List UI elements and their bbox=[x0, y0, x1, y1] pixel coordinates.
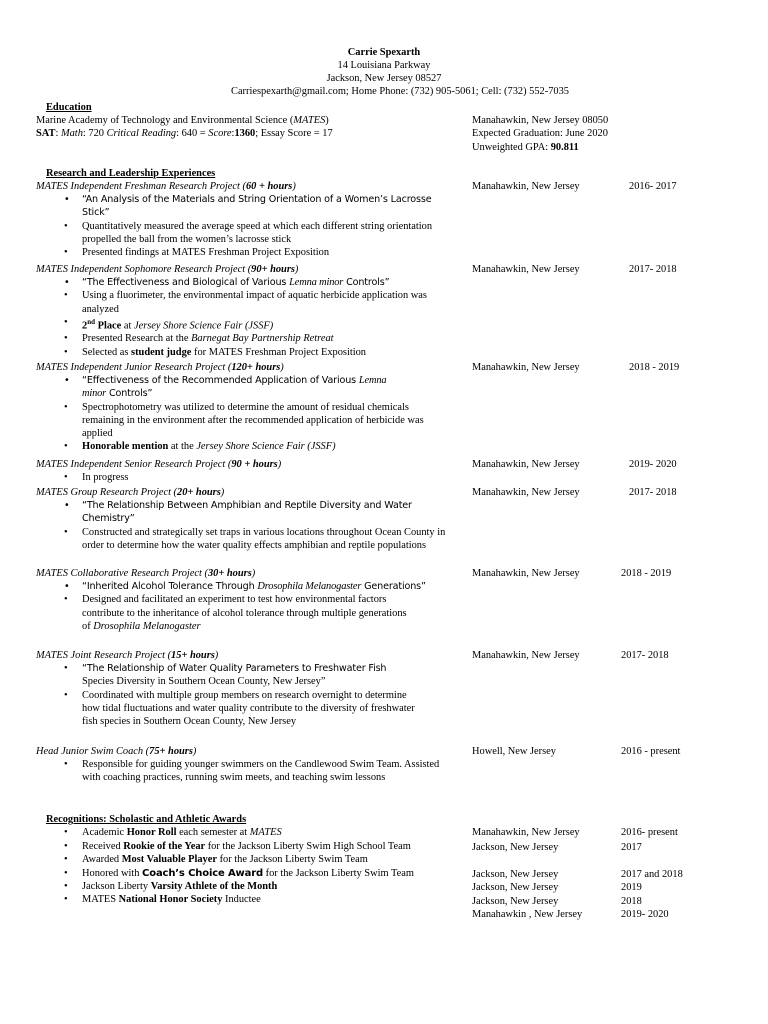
project-dates: 2017- 2018 bbox=[629, 487, 677, 498]
list-item: • Responsible for guiding younger swimmers on the Candlewood Swim Team. Assisted with coaching practices, running swim meets, and teaching swim lessons bbox=[36, 758, 446, 784]
award-dates: 2016- present bbox=[621, 827, 678, 838]
project-title: Head Junior Swim Coach (75+ hours) bbox=[36, 746, 197, 757]
project-location: Manahawkin, New Jersey bbox=[472, 459, 580, 470]
list-item: • Academic Honor Roll each semester at MATES bbox=[36, 826, 446, 839]
project-collaborative bbox=[36, 567, 446, 633]
project-dates: 2018 - 2019 bbox=[629, 362, 680, 373]
project-title: MATES Joint Research Project (15+ hours) bbox=[36, 650, 219, 661]
award-dates: 2019- 2020 bbox=[621, 909, 669, 920]
award-dates: 2017 bbox=[621, 842, 642, 853]
award-location: Jackson, New Jersey bbox=[472, 882, 559, 893]
resume-header bbox=[0, 46, 768, 98]
project-title: MATES Independent Junior Research Project (120+ hours) bbox=[36, 362, 284, 373]
project-title: MATES Group Research Project (20+ hours) bbox=[36, 487, 225, 498]
list-item: • Presented Research at the Barnegat Bay Partnership Retreat bbox=[36, 332, 446, 345]
candidate-name: Carrie Spexarth bbox=[347, 47, 421, 58]
project-group bbox=[36, 486, 446, 552]
list-item: • Spectrophotometry was utilized to determine the amount of residual chemicals remaining in the environment after the recommended application of herbicide was applied bbox=[36, 401, 446, 441]
award-dates: 2019 bbox=[621, 882, 642, 893]
list-item: • Quantitatively measured the average speed at which each different string orientation propelled the ball from the women’s lacrosse stick bbox=[36, 220, 446, 246]
education-heading: Education bbox=[46, 102, 92, 113]
project-sophomore bbox=[36, 263, 446, 359]
project-title: MATES Collaborative Research Project (30+ hours) bbox=[36, 568, 256, 579]
project-title: MATES Independent Senior Research Project (90 + hours) bbox=[36, 459, 282, 470]
award-location: Jackson, New Jersey bbox=[472, 869, 559, 880]
list-item: • “Inherited Alcohol Tolerance Through Drosophila Melanogaster Generations” bbox=[36, 580, 446, 593]
list-item: • Honored with Coach’s Choice Award for the Jackson Liberty Swim Team bbox=[36, 867, 446, 880]
awards-list bbox=[36, 826, 446, 906]
project-dates: 2018 - 2019 bbox=[621, 568, 672, 579]
project-joint bbox=[36, 649, 446, 728]
education-school: Marine Academy of Technology and Environmental Science (MATES) bbox=[36, 115, 329, 126]
list-item: • Received Rookie of the Year for the Jackson Liberty Swim High School Team bbox=[36, 840, 446, 853]
education-sat: SAT: Math: 720 Critical Reading: 640 = Score:1360; Essay Score = 17 bbox=[36, 128, 333, 139]
project-junior bbox=[36, 361, 446, 453]
list-item: • Presented findings at MATES Freshman Project Exposition bbox=[36, 246, 446, 259]
project-dates: 2017- 2018 bbox=[629, 264, 677, 275]
project-location: Manahawkin, New Jersey bbox=[472, 264, 580, 275]
list-item: • MATES National Honor Society Inductee bbox=[36, 893, 446, 906]
award-location: Manahawkin, New Jersey bbox=[472, 827, 580, 838]
list-item: • Constructed and strategically set traps in various locations throughout Ocean County in order to determine how the water quality effects amphibian and reptile populations bbox=[36, 526, 446, 552]
project-location: Howell, New Jersey bbox=[472, 746, 556, 757]
list-item: • Selected as student judge for MATES Freshman Project Exposition bbox=[36, 346, 446, 359]
list-item: • Using a fluorimeter, the environmental impact of aquatic herbicide application was analyzed bbox=[36, 289, 446, 315]
project-title: MATES Independent Freshman Research Project (60 + hours) bbox=[36, 181, 296, 192]
project-freshman bbox=[36, 180, 446, 259]
address-line-1: 14 Louisiana Parkway bbox=[337, 60, 431, 71]
list-item: • “An Analysis of the Materials and String Orientation of a Women’s Lacrosse Stick” bbox=[36, 193, 446, 219]
list-item: • “The Relationship Between Amphibian and Reptile Diversity and Water Chemistry” bbox=[36, 499, 446, 525]
list-item: • Designed and facilitated an experiment to test how environmental factors contribute to the inheritance of alcohol tolerance through multiple generations of Drosophila Melanogaster bbox=[36, 593, 446, 633]
list-item: • “The Relationship of Water Quality Parameters to Freshwater Fish Species Diversity in Southern Ocean County, New Jersey” bbox=[36, 662, 446, 688]
award-location: Manahawkin , New Jersey bbox=[472, 909, 583, 920]
project-location: Manahawkin, New Jersey bbox=[472, 362, 580, 373]
research-heading: Research and Leadership Experiences bbox=[46, 168, 216, 179]
list-item: • Awarded Most Valuable Player for the Jackson Liberty Swim Team bbox=[36, 853, 446, 866]
project-location: Manahawkin, New Jersey bbox=[472, 181, 580, 192]
education-location: Manahawkin, New Jersey 08050 bbox=[472, 115, 609, 126]
list-item: • In progress bbox=[36, 471, 446, 484]
project-location: Manahawkin, New Jersey bbox=[472, 568, 580, 579]
education-graduation: Expected Graduation: June 2020 bbox=[472, 128, 608, 139]
list-item: • 2nd Place at Jersey Shore Science Fair (JSSF) bbox=[36, 316, 446, 333]
award-location: Jackson, New Jersey bbox=[472, 842, 559, 853]
experience-swim-coach bbox=[36, 745, 446, 785]
award-dates: 2017 and 2018 bbox=[621, 869, 683, 880]
address-line-2: Jackson, New Jersey 08527 bbox=[326, 73, 442, 84]
award-dates: 2018 bbox=[621, 896, 642, 907]
project-dates: 2019- 2020 bbox=[629, 459, 677, 470]
education-gpa: Unweighted GPA: 90.811 bbox=[472, 142, 579, 153]
project-dates: 2016 - present bbox=[621, 746, 681, 757]
list-item: • Coordinated with multiple group members on research overnight to determine how tidal fluctuations and water quality contribute to the diversity of freshwater fish species in Southern Ocean County, New Jersey bbox=[36, 689, 446, 729]
project-title: MATES Independent Sophomore Research Project (90+ hours) bbox=[36, 264, 299, 275]
project-senior bbox=[36, 458, 446, 484]
project-location: Manahawkin, New Jersey bbox=[472, 487, 580, 498]
award-location: Jackson, New Jersey bbox=[472, 896, 559, 907]
contact-line: Carriespexarth@gmail.com; Home Phone: (732) 905-5061; Cell: (732) 552-7035 bbox=[231, 86, 569, 97]
project-dates: 2017- 2018 bbox=[621, 650, 669, 661]
list-item: • “The Effectiveness and Biological of Various Lemna minor Controls” bbox=[36, 276, 446, 289]
list-item: • “Effectiveness of the Recommended Application of Various Lemna minor Controls” bbox=[36, 374, 446, 400]
list-item: • Honorable mention at the Jersey Shore Science Fair (JSSF) bbox=[36, 440, 446, 453]
awards-heading: Recognitions: Scholastic and Athletic Awards bbox=[46, 814, 247, 825]
list-item: • Jackson Liberty Varsity Athlete of the Month bbox=[36, 880, 446, 893]
project-dates: 2016- 2017 bbox=[629, 181, 677, 192]
project-location: Manahawkin, New Jersey bbox=[472, 650, 580, 661]
